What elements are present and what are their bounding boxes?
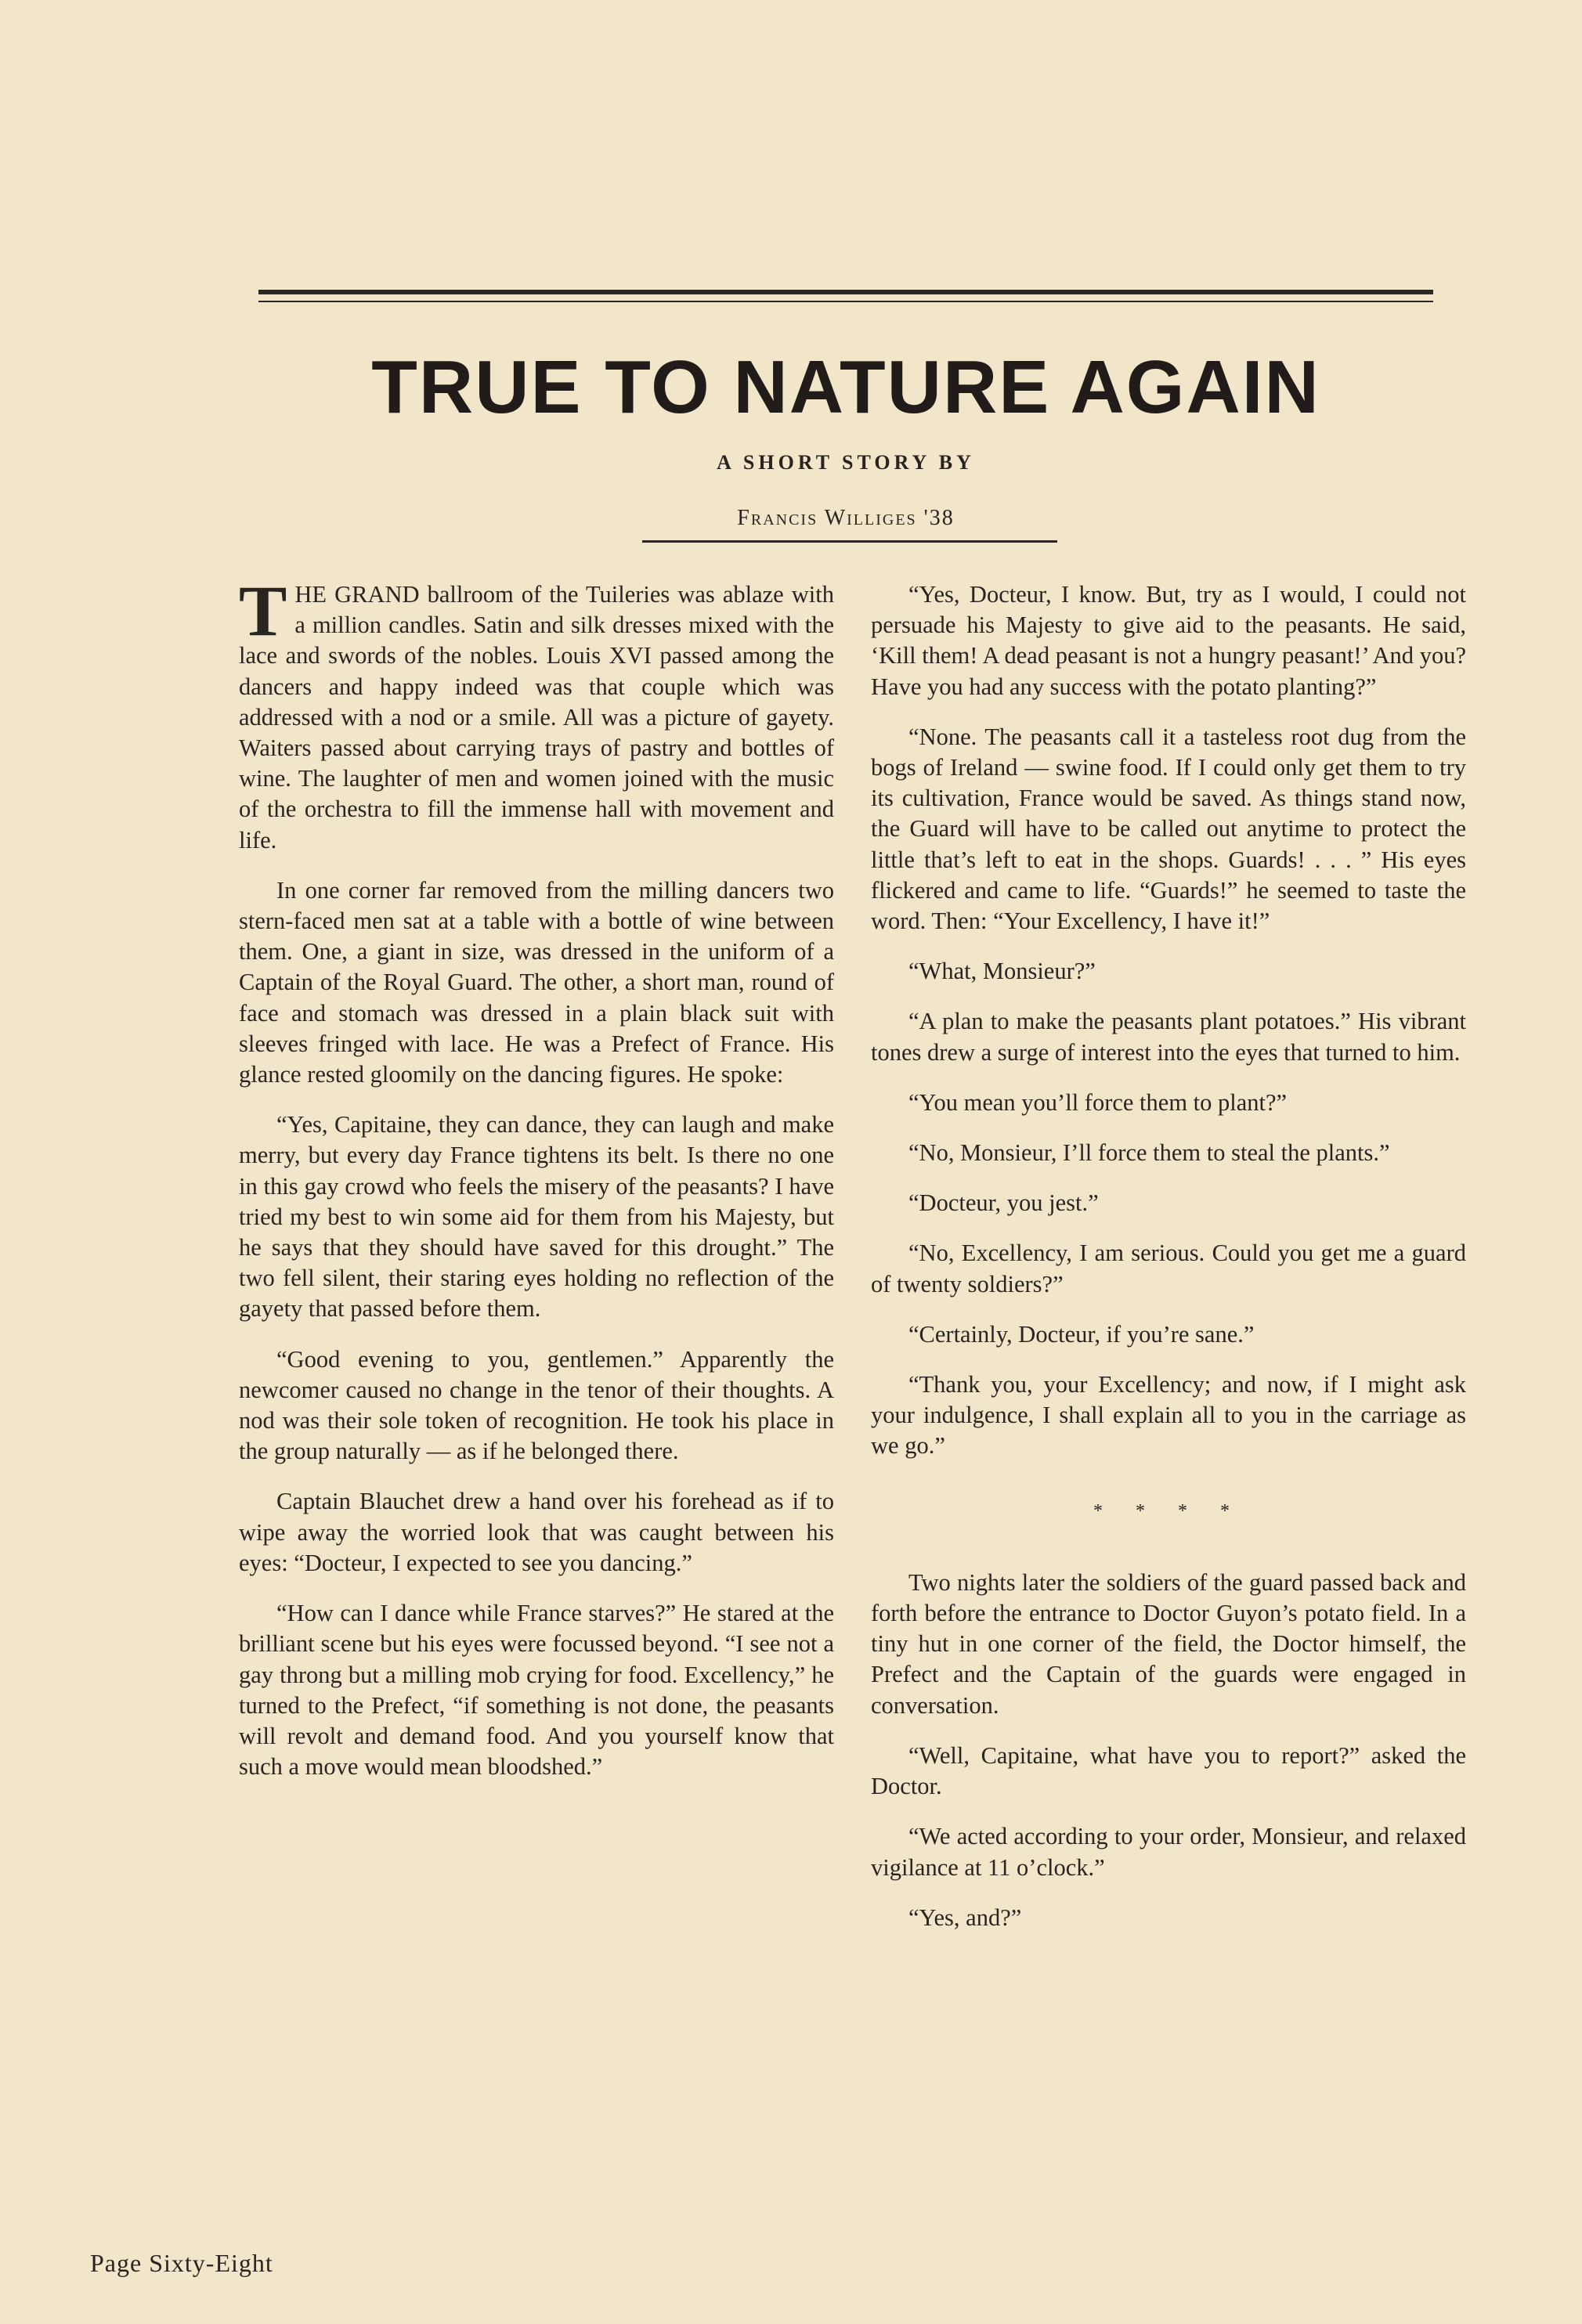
story-subtitle: A SHORT STORY BY — [717, 451, 975, 474]
paragraph: “Well, Capitaine, what have you to report?” asked the Doctor. — [871, 1741, 1466, 1800]
story-title: TRUE TO NATURE AGAIN — [371, 345, 1320, 429]
paragraph-text: HE GRAND ballroom of the Tuileries was ablaze with a million candles. Satin and silk dresses mixed with the lace and swords of the nobles. Louis XVI passed among the dancers and happy indeed was that couple which was addressed with a nod or a smile. All was a picture of gayety. Waiters passed about carrying trays of pastry and bottles of wine. The laughter of men and women joined with the music of the orchestra to fill the immense hall with movement and life. — [239, 581, 834, 853]
paragraph: “No, Excellency, I am serious. Could you get me a guard of twenty soldiers?” — [871, 1240, 1466, 1297]
paragraph: “Docteur, you jest.” — [908, 1189, 1099, 1217]
paragraph: “We acted according to your order, Monsieur, and relaxed vigilance at 11 o’clock.” — [871, 1823, 1466, 1881]
paragraph: “Yes, Capitaine, they can dance, they can laugh and make merry, but every day France tightens its belt. Is there no one in this gay crowd who feels the misery of the peasants? I have tried my best to win some aid for them from his Majesty, but he says that they should have saved for this drought.” The two fell silent, their staring eyes holding no reflection of the gayety that passed before them. — [239, 1111, 834, 1323]
paragraph: In one corner far removed from the milling dancers two stern-faced men sat at a table with a bottle of wine between them. One, a giant in size, was dressed in the uniform of a Captain of the Royal Guard. The other, a short man, round of face and stomach was dressed in a plain black suit with sleeves fringed with lace. He was a Prefect of France. His glance rested gloomily on the dancing figures. He spoke: — [239, 876, 834, 1088]
author-name: Francis Williges '38 — [737, 506, 955, 530]
right-column — [871, 579, 1466, 1953]
author-rule — [642, 540, 1057, 543]
paragraph: “You mean you’ll force them to plant?” — [908, 1088, 1288, 1116]
drop-cap: T — [239, 571, 287, 651]
section-break-stars: * * * * — [1093, 1500, 1244, 1521]
paragraph — [239, 571, 834, 856]
paragraph: “Thank you, your Excellency; and now, if I might ask your indulgence, I shall explain all to you in the carriage as we go.” — [871, 1371, 1466, 1460]
paragraph: “No, Monsieur, I’ll force them to steal the plants.” — [908, 1139, 1390, 1167]
paragraph: “What, Monsieur?” — [908, 958, 1096, 985]
paragraph: “Good evening to you, gentlemen.” Apparently the newcomer caused no change in the tenor of their thoughts. A nod was their sole token of recognition. He took his place in the group naturally — as if he belonged there. — [239, 1345, 834, 1465]
header-rule-thick — [258, 290, 1433, 294]
paragraph: Two nights later the soldiers of the guard passed back and forth before the entrance to Doctor Guyon’s potato field. In a tiny hut in one corner of the field, the Doctor himself, the Prefect and the Captain of the guards were engaged in conversation. — [871, 1568, 1466, 1719]
left-column — [239, 571, 834, 1802]
paragraph: “Yes, Docteur, I know. But, try as I would, I could not persuade his Majesty to give aid to the peasants. He said, ‘Kill them! A dead peasant is not a hungry peasant!’ And you? Have you had any success with the potato planting?” — [871, 581, 1466, 700]
paragraph: “Yes, and?” — [908, 1904, 1022, 1931]
story-author — [258, 506, 1433, 531]
header-rule-thin — [258, 301, 1433, 302]
paragraph: “Certainly, Docteur, if you’re sane.” — [908, 1320, 1255, 1348]
paragraph: “A plan to make the peasants plant potatoes.” His vibrant tones drew a surge of interest into the eyes that turned to him. — [871, 1008, 1466, 1066]
page-number: Page Sixty-Eight — [90, 2249, 273, 2277]
paragraph: Captain Blauchet drew a hand over his forehead as if to wipe away the worried look that was caught between his eyes: “Docteur, I expected to see you dancing.” — [239, 1488, 834, 1576]
paragraph: “How can I dance while France starves?” He stared at the brilliant scene but his eyes were focussed beyond. “I see not a gay throng but a milling mob crying for food. Excellency,” he turned to the Prefect, “if something is not done, the peasants will revolt and demand food. And you yourself know that such a move would mean bloodshed.” — [239, 1600, 834, 1781]
paragraph: “None. The peasants call it a tasteless root dug from the bogs of Ireland — swine food. If I could only get them to try its cultivation, France would be saved. As things stand now, the Guard will have to be called out anytime to protect the little that’s left to eat in the shops. Guards! . . . ” His eyes flickered and came to life. “Guards!” he seemed to taste the word. Then: “Your Excellency, I have it!” — [871, 723, 1466, 935]
